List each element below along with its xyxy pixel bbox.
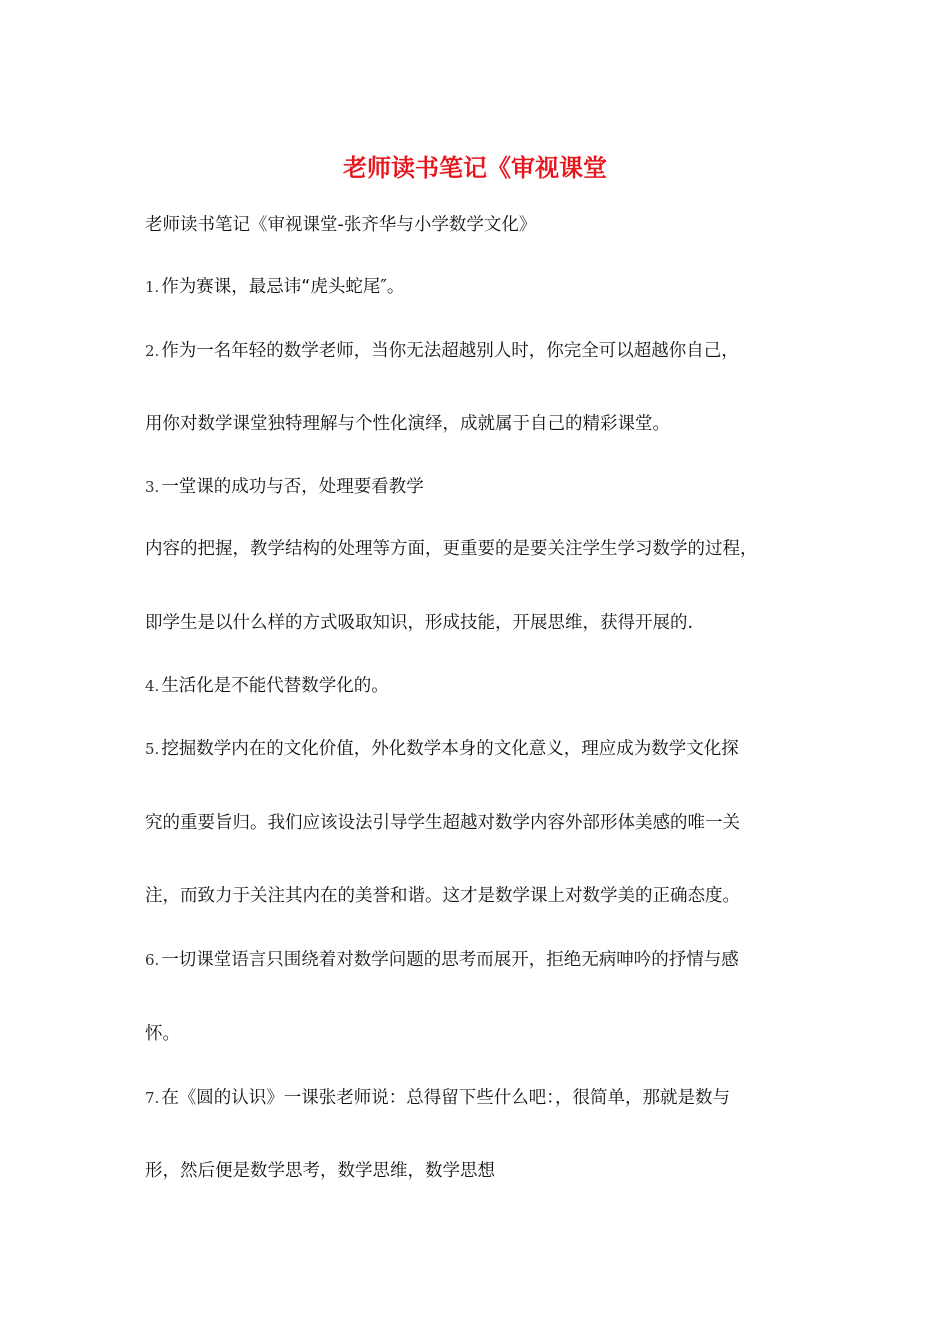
item-text: 作为赛课，最忌讳“虎头蛇尾″。: [161, 277, 405, 297]
item-number: 1.: [145, 278, 160, 296]
item-continuation-line: 形，然后便是数学思考，数学思维，数学思想: [145, 1161, 495, 1181]
list-item-7: [145, 1085, 730, 1111]
item-continuation-line: 用你对数学课堂独特理解与个性化演绎，成就属于自己的精彩课堂。: [145, 414, 670, 434]
item-number: 4.: [145, 677, 160, 695]
list-item-1: [145, 274, 404, 300]
item-continuation-line: 究的重要旨归。我们应该设法引导学生超越对数学内容外部形体美感的唯一关: [145, 813, 740, 833]
item-continuation-line: 注，而致力于关注其内在的美誉和谐。这才是数学课上对数学美的正确态度。: [145, 886, 740, 906]
item-text: 一堂课的成功与否，处理要看教学: [161, 477, 424, 497]
item-text: 一切课堂语言只围绕着对数学问题的思考而展开，拒绝无病呻吟的抒情与感: [161, 950, 739, 970]
item-number: 6.: [145, 951, 160, 969]
list-item-4: [145, 673, 389, 699]
list-item-3: [145, 474, 424, 500]
list-item-6: [145, 947, 739, 973]
document-title: 老师读书笔记《审视课堂: [343, 153, 607, 182]
list-item-2: [145, 338, 739, 364]
item-number: 3.: [145, 478, 160, 496]
item-continuation-line: 内容的把握，教学结构的处理等方面，更重要的是要关注学生学习数学的过程，: [145, 539, 758, 559]
item-text: 在《圆的认识》一课张老师说：总得留下些什么吧：，很简单，那就是数与: [161, 1088, 731, 1108]
item-continuation-line: 即学生是以什么样的方式吸取知识，形成技能，开展思维，获得开展的.: [145, 613, 694, 633]
item-continuation-line: 怀。: [145, 1024, 180, 1044]
item-number: 7.: [145, 1089, 160, 1107]
item-text: 挖掘数学内在的文化价值，外化数学本身的文化意义，理应成为数学文化探: [161, 739, 739, 759]
item-text: 生活化是不能代替数学化的。: [161, 676, 389, 696]
item-text: 作为一名年轻的数学老师，当你无法超越别人时，你完全可以超越你自己，: [161, 341, 739, 361]
document-subtitle: 老师读书笔记《审视课堂-张齐华与小学数学文化》: [145, 215, 537, 235]
item-number: 2.: [145, 342, 160, 360]
item-number: 5.: [145, 740, 160, 758]
list-item-5: [145, 736, 739, 762]
